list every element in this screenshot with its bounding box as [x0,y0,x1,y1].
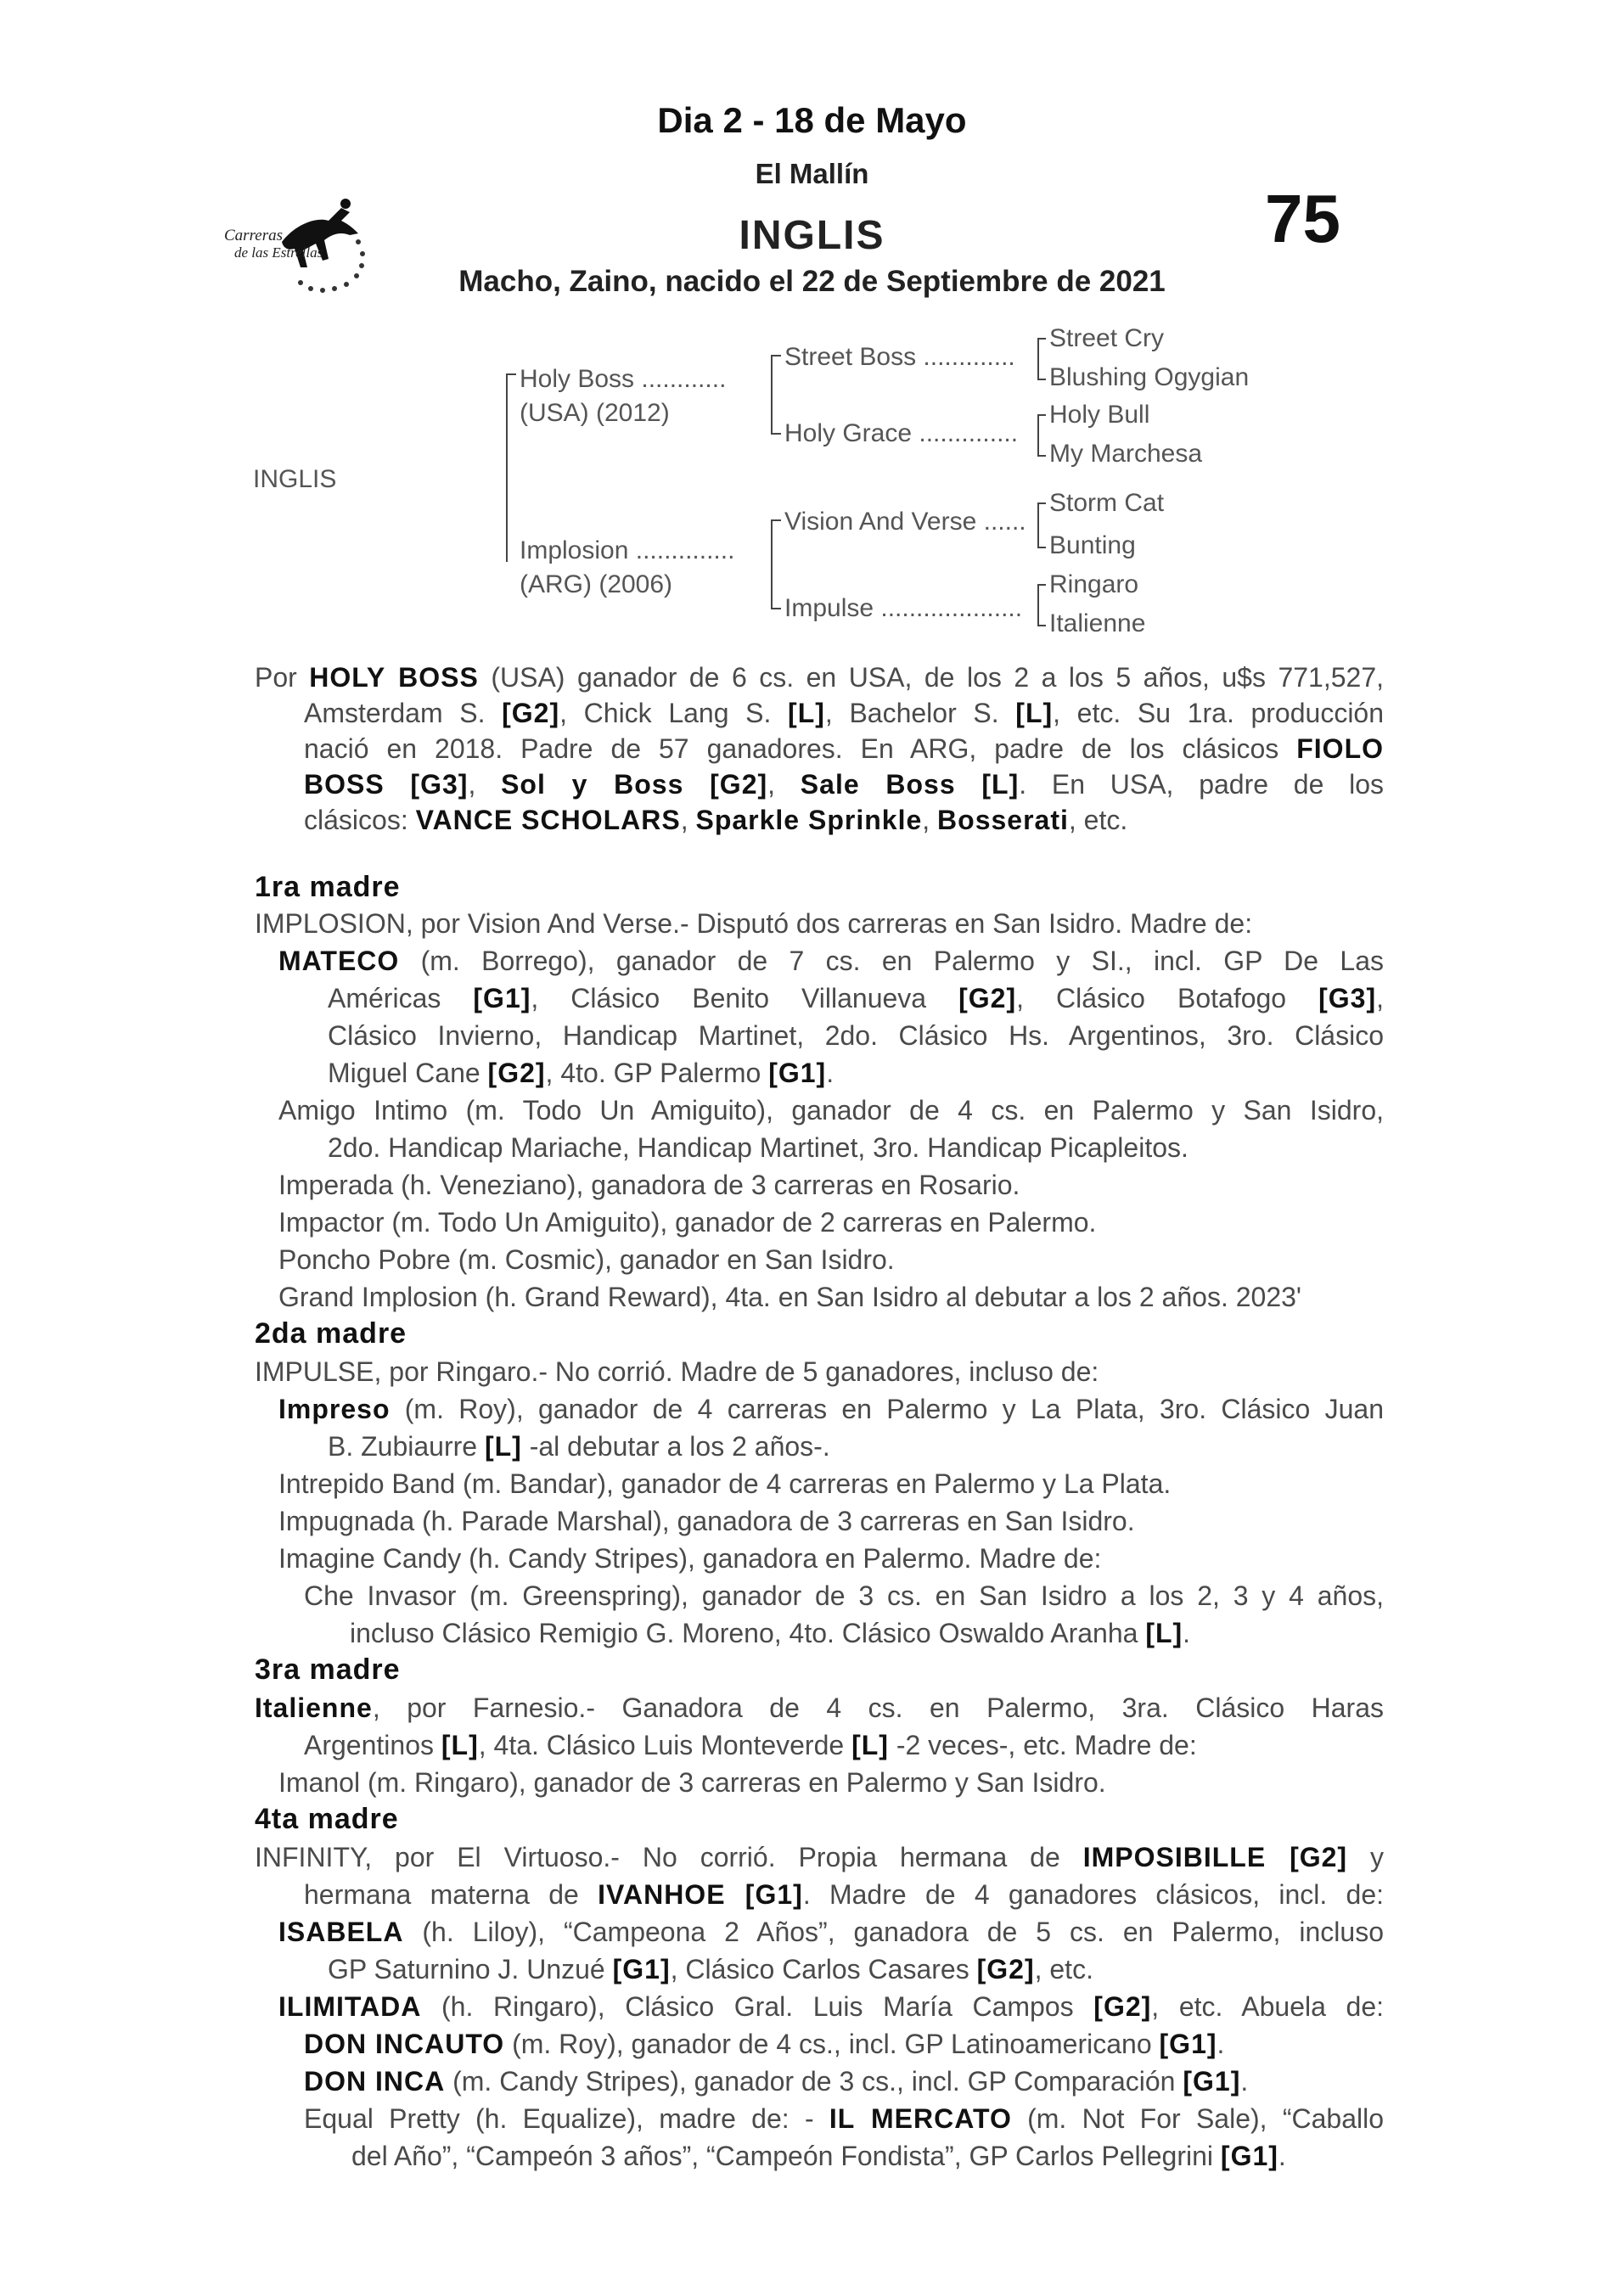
pedigree-bracket-g3 [1037,502,1046,548]
first-dam-mateco-4: Miguel Cane [G2], 4to. GP Palermo [G1]. [328,1058,834,1088]
second-dam-grandchild-1: Che Invasor (m. Greenspring), ganador de 3 cs. en San Isidro a los 2, 3 y 4 años, [304,1580,1384,1611]
pedigree-sdd: My Marchesa [1049,440,1203,468]
sire-line-4: BOSS [G3], Sol y Boss [G2], Sale Boss [L]. En USA, padre de los [304,769,1385,800]
pedigree-dsd: Bunting [1049,531,1136,559]
third-dam-line-1: Italienne, por Farnesio.- Ganadora de 4 cs. en Palermo, 3ra. Clásico Haras [255,1693,1384,1723]
carreras-logo [222,182,384,306]
fourth-dam-don-incauto: DON INCAUTO (m. Roy), ganador de 4 cs., incl. GP Latinoamericano [G1]. [304,2029,1225,2059]
pedigree-ssd: Blushing Ogygian [1049,363,1250,391]
pedigree-sire-sire: Street Boss ............. [784,343,1015,371]
fourth-dam-title: 4ta madre [255,1803,399,1835]
horse-name: INGLIS [739,213,885,258]
fourth-dam-line-2: hermana materna de IVANHOE [G1]. Madre de 4 ganadores clásicos, incl. de: [304,1879,1385,1910]
pedigree-dam: Implosion .............. [520,536,735,564]
first-dam-mateco-3: Clásico Invierno, Handicap Martinet, 2do. Clásico Hs. Argentinos, 3ro. Clásico [328,1020,1384,1051]
pedigree-sire-dam: Holy Grace .............. [784,419,1019,447]
first-dam-offspring-2: Impactor (m. Todo Un Amiguito), ganador de 2 carreras en Palermo. [278,1207,1097,1238]
first-dam-intro: IMPLOSION, por Vision And Verse.- Disputó dos carreras en San Isidro. Madre de: [255,908,1253,939]
pedigree-sire-origin: (USA) (2012) [520,399,670,427]
second-dam-intro: IMPULSE, por Ringaro.- No corrió. Madre de 5 ganadores, incluso de: [255,1356,1099,1387]
pedigree-bracket-g2 [1037,414,1046,457]
svg-text:Carreras: Carreras [224,227,283,244]
pedigree-bracket-mid [506,560,516,561]
lot-number: 75 [1265,181,1340,256]
fourth-dam-line-1: INFINITY, por El Virtuoso.- No corrió. Propia hermana de IMPOSIBILLE [G2] y [255,1842,1385,1872]
first-dam-offspring-1: Imperada (h. Veneziano), ganadora de 3 carreras en Rosario. [278,1170,1020,1200]
pedigree-sss: Street Cry [1049,324,1165,352]
first-dam-amigo-1: Amigo Intimo (m. Todo Un Amiguito), ganador de 4 cs. en Palermo y San Isidro, [278,1095,1384,1126]
pedigree-bracket-dam [506,509,516,559]
fourth-dam-equal-pretty-1: Equal Pretty (h. Equalize), madre de: - IL MERCATO (m. Not For Sale), “Caballo [304,2103,1384,2134]
pedigree-dam-origin: (ARG) (2006) [520,570,673,598]
first-dam-offspring-4: Grand Implosion (h. Grand Reward), 4ta. en San Isidro al debutar a los 2 años. 2023' [278,1282,1302,1312]
pedigree-subject: INGLIS [253,465,337,493]
sire-line-2: Amsterdam S. [G2], Chick Lang S. [L], Bachelor S. [L], etc. Su 1ra. producción [304,698,1385,728]
first-dam-mateco-1: MATECO (m. Borrego), ganador de 7 cs. en Palermo y SI., incl. GP De Las [278,946,1384,976]
fourth-dam-don-inca: DON INCA (m. Candy Stripes), ganador de 3 cs., incl. GP Comparación [G1]. [304,2066,1249,2097]
first-dam-title: 1ra madre [255,871,401,903]
second-dam-offspring-1: Intrepido Band (m. Bandar), ganador de 4 carreras en Palermo y La Plata. [278,1468,1172,1499]
third-dam-line-2: Argentinos [L], 4ta. Clásico Luis Monteverde [L] -2 veces-, etc. Madre de: [304,1730,1197,1760]
pedigree-bracket-ss-sd [771,355,781,435]
pedigree-dam-sire: Vision And Verse ...... [784,508,1026,536]
horse-logo-icon [222,182,384,306]
second-dam-title: 2da madre [255,1317,407,1350]
fourth-dam-isabela-2: GP Saturnino J. Unzué [G1], Clásico Carlos Casares [G2], etc. [328,1954,1093,1984]
sire-line-1: Por HOLY BOSS (USA) ganador de 6 cs. en USA, de los 2 a los 5 años, u$s 771,527, [255,662,1385,693]
pedigree-sire: Holy Boss ............ [520,365,727,393]
svg-text:de las Estrellas: de las Estrellas [234,244,323,261]
pedigree-bracket-g4 [1037,584,1046,626]
horse-description: Macho, Zaino, nacido el 22 de Septiembre de 2021 [458,265,1166,298]
sire-line-5: clásicos: VANCE SCHOLARS, Sparkle Sprinkle, Bosserati, etc. [304,805,1128,835]
farm-name: El Mallín [755,158,869,189]
pedigree-ddd: Italienne [1049,609,1146,637]
first-dam-amigo-2: 2do. Handicap Mariache, Handicap Martinet, 3ro. Handicap Picapleitos. [328,1132,1188,1163]
pedigree-dss: Storm Cat [1049,489,1165,517]
second-dam-offspring-3: Imagine Candy (h. Candy Stripes), ganadora en Palermo. Madre de: [278,1543,1102,1574]
second-dam-impreso-2: B. Zubiaurre [L] -al debutar a los 2 años-. [328,1431,830,1462]
second-dam-grandchild-2: incluso Clásico Remigio G. Moreno, 4to. Clásico Oswaldo Aranha [L]. [350,1618,1191,1648]
first-dam-offspring-3: Poncho Pobre (m. Cosmic), ganador en San Isidro. [278,1244,895,1275]
second-dam-offspring-2: Impugnada (h. Parade Marshal), ganadora de 3 carreras en San Isidro. [278,1506,1135,1536]
sire-line-3: nació en 2018. Padre de 57 ganadores. En ARG, padre de los clásicos FIOLO [304,733,1384,764]
fourth-dam-isabela-1: ISABELA (h. Liloy), “Campeona 2 Años”, ganadora de 5 cs. en Palermo, incluso [278,1917,1384,1947]
pedigree-sds: Holy Bull [1049,401,1150,429]
first-dam-mateco-2: Américas [G1], Clásico Benito Villanueva [G2], Clásico Botafogo [G3], [328,983,1385,1013]
third-dam-title: 3ra madre [255,1653,401,1686]
fourth-dam-ilimitada: ILIMITADA (h. Ringaro), Clásico Gral. Luis María Campos [G2], etc. Abuela de: [278,1991,1385,2022]
pedigree-dds: Ringaro [1049,570,1139,598]
second-dam-impreso-1: Impreso (m. Roy), ganador de 4 carreras en Palermo y La Plata, 3ro. Clásico Juan [278,1394,1384,1424]
third-dam-offspring-1: Imanol (m. Ringaro), ganador de 3 carreras en Palermo y San Isidro. [278,1767,1106,1798]
pedigree-bracket-g1 [1037,338,1046,380]
pedigree-dam-dam: Impulse .................... [784,594,1023,622]
fourth-dam-equal-pretty-2: del Año”, “Campeón 3 años”, “Campeón Fondista”, GP Carlos Pellegrini [G1]. [351,2141,1286,2171]
sale-day: Dia 2 - 18 de Mayo [657,100,967,140]
pedigree-bracket-ds-dd [771,519,781,609]
